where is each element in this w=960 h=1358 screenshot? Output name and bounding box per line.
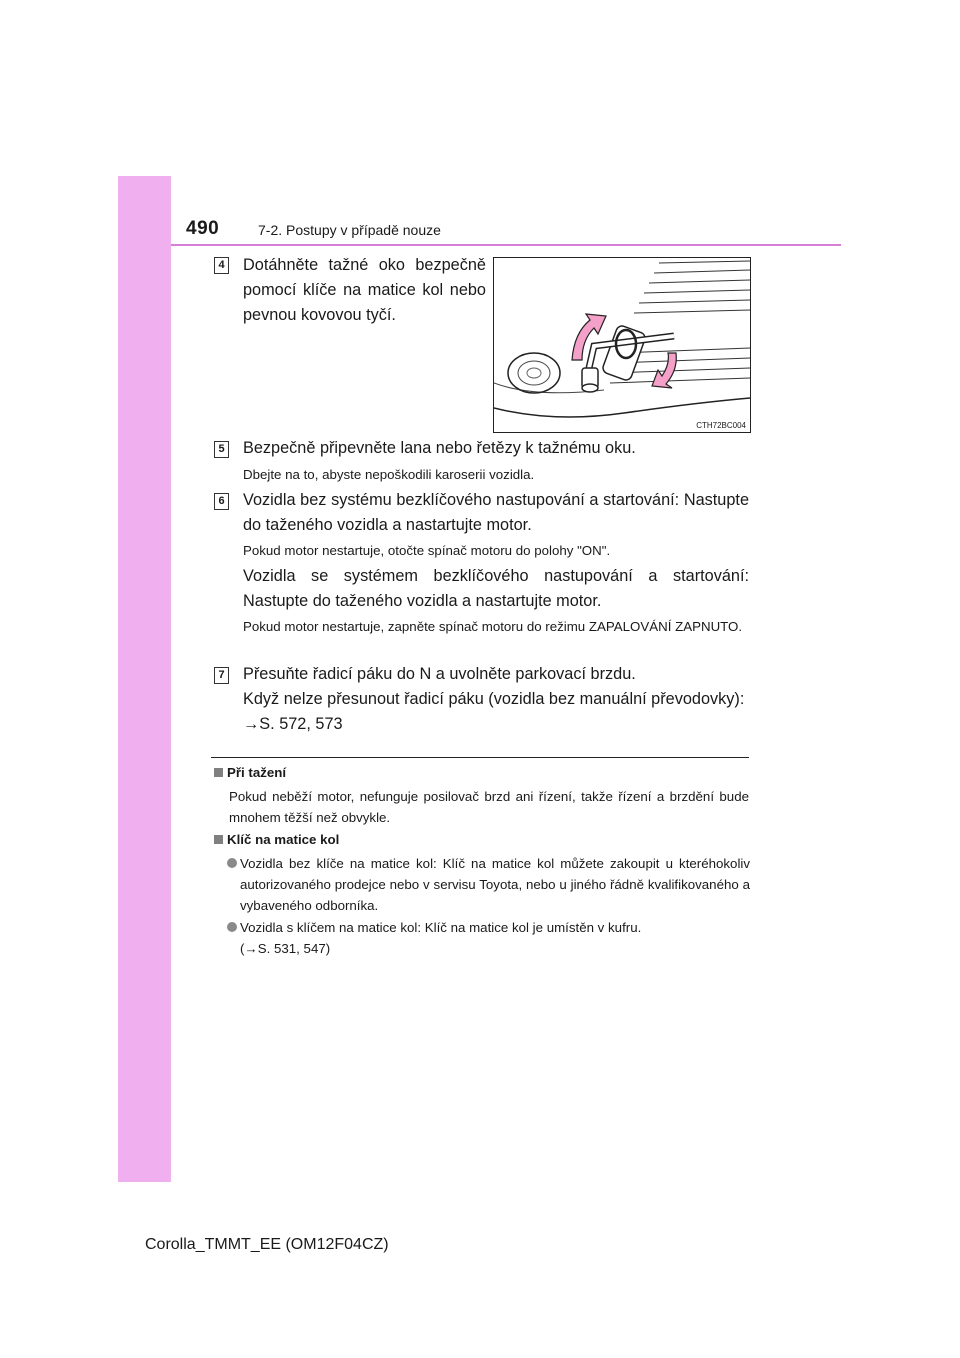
square-bullet-icon <box>214 768 223 777</box>
bullet-dot-icon <box>227 858 237 868</box>
step-5-text: Bezpečně připevněte lana nebo řetězy k tažnému oku. <box>243 439 636 457</box>
tow-eye-figure <box>493 257 751 433</box>
info-wrench-bullet-2 <box>240 917 750 959</box>
step-number-4: 4 <box>214 257 229 274</box>
info-wrench-bullet-2-text: Vozidla s klíčem na matice kol: Klíč na matice kol je umístěn v kufru. <box>240 920 642 935</box>
footer-model-code: Corolla_TMMT_EE (OM12F04CZ) <box>145 1236 389 1253</box>
step-7-line-2: Když nelze přesunout řadicí páku (vozidla bez manuální převodovky): <box>243 690 745 708</box>
step-6-text: Vozidla bez systému bezklíčového nastupování a startování: Nastupte do taženého vozidla a nastartujte motor. <box>243 491 749 534</box>
info-rule <box>211 757 749 758</box>
step-number-6: 6 <box>214 493 229 510</box>
step-7-page-ref[interactable]: →S. 572, 573 <box>243 715 343 733</box>
info-towing-title: Při tažení <box>227 765 287 780</box>
step-5-note: Dbejte na to, abyste nepoškodili karoserii vozidla. <box>243 467 535 482</box>
info-wrench-page-ref[interactable]: (→S. 531, 547) <box>240 941 331 956</box>
step-number-5: 5 <box>214 441 229 458</box>
bullet-dot-icon <box>227 922 237 932</box>
section-title: 7-2. Postupy v případě nouze <box>258 222 441 238</box>
step-number-7: 7 <box>214 667 229 684</box>
step-6-text-keyless: Vozidla se systémem bezklíčového nastupování a startování: Nastupte do taženého vozidla a nastartujte motor. <box>243 567 749 610</box>
square-bullet-icon <box>214 835 223 844</box>
step-6-note-keyless: Pokud motor nestartuje, zapněte spínač motoru do režimu ZAPALOVÁNÍ ZAPNUTO. <box>243 619 743 634</box>
info-wrench-heading <box>214 832 339 847</box>
step-4-text: Dotáhněte tažné oko bezpečně pomocí klíče na matice kol nebo pevnou kovovou tyčí. <box>243 256 486 324</box>
info-wrench-bullet-1: Vozidla bez klíče na matice kol: Klíč na matice kol můžete zakoupit u kteréhokoliv autorizovaného prodejce nebo v servisu Toyota, nebo u jiného řádně kvalifikovaného a vybaveného odborníka. <box>240 856 750 913</box>
info-towing-text: Pokud neběží motor, nefunguje posilovač brzd ani řízení, takže řízení a brzdění bude mnohem těžší než obvykle. <box>229 789 749 825</box>
header-rule <box>171 244 841 246</box>
tow-eye-illustration <box>494 258 750 432</box>
figure-code: CTH72BC004 <box>696 421 746 430</box>
step-7-line-1: Přesuňte řadicí páku do N a uvolněte parkovací brzdu. <box>243 665 636 683</box>
info-towing-heading <box>214 765 286 780</box>
chapter-sidebar <box>118 176 171 1182</box>
info-wrench-title: Klíč na matice kol <box>227 832 340 847</box>
page-number: 490 <box>186 218 220 239</box>
step-7-text <box>243 662 755 737</box>
step-6-note: Pokud motor nestartuje, otočte spínač motoru do polohy "ON". <box>243 543 611 558</box>
